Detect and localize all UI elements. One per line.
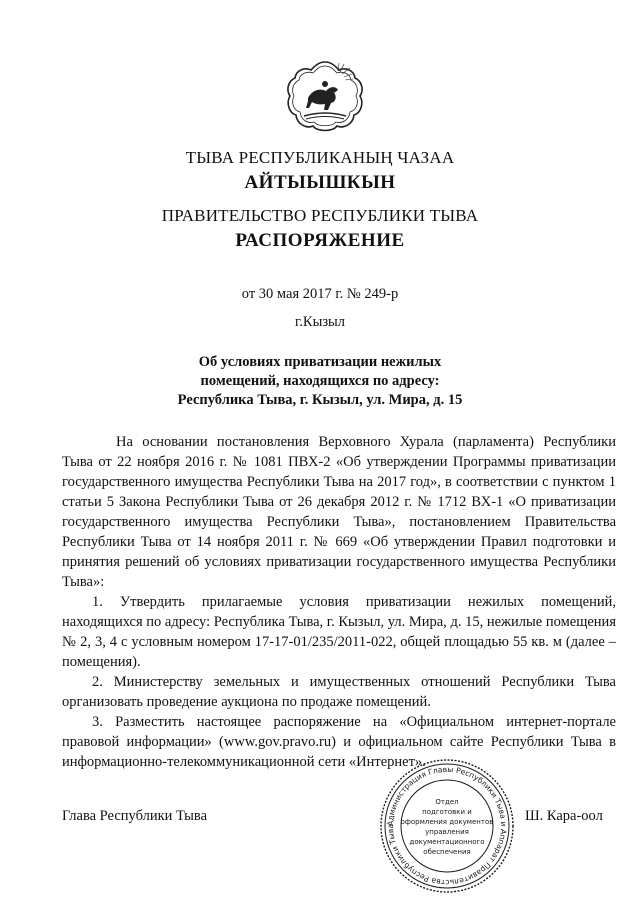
document-body xyxy=(62,432,616,772)
document-city: г.Кызыл xyxy=(294,314,346,330)
header-ru-government: ПРАВИТЕЛЬСТВО РЕСПУБЛИКИ ТЫВА xyxy=(161,206,479,225)
signature-name: Ш. Кара-оол xyxy=(525,808,603,824)
header-ru-document-type: РАСПОРЯЖЕНИЕ xyxy=(235,230,405,251)
signature-position: Глава Республики Тыва xyxy=(62,808,208,824)
stamp-center-line: документационного xyxy=(409,838,485,846)
stamp-center-line: обеспечения xyxy=(423,848,471,856)
stamp-ring-text: Администрация Главы Республики Тыва и Аппарат Правительства Республики Тыва xyxy=(385,764,509,888)
subject-line-1: Об условиях приватизации нежилых xyxy=(198,354,442,370)
stamp-center-line: Отдел xyxy=(435,798,459,806)
body-paragraph-3: 3. Разместить настоящее распоряжение на «Официальном интернет-портале правовой информации» (www.gov.pravo.ru) и официальном сайте Республики Тыва в информационно-телекоммуникационной сети «Интернет». xyxy=(62,714,616,770)
document-date-number: от 30 мая 2017 г. № 249-р xyxy=(241,286,399,302)
stamp-center-line: управления xyxy=(425,828,469,836)
subject-line-3: Республика Тыва, г. Кызыл, ул. Мира, д. 15 xyxy=(177,392,463,408)
subject-line-2: помещений, находящихся по адресу: xyxy=(200,373,440,389)
body-paragraph-2: 2. Министерству земельных и имущественных отношений Республики Тыва организовать проведение аукциона по продаже помещений. xyxy=(62,674,616,710)
body-paragraph-preamble: На основании постановления Верховного Хурала (парламента) Республики Тыва от 22 ноября 2016 г. № 1081 ПВХ-2 «Об утверждении Программы приватизации государственного имущества Республики Тыва на 2017 год», в соответствии с пунктом 1 статьи 5 Закона Республики Тыва от 26 декабря 2012 г. № 1712 ВХ-1 «О приватизации государственного имущества Республики Тыва», постановлением Правительства Республики Тыва от 14 ноября 2011 г. № 669 «Об утверждении Правил подготовки и принятия решений об условиях приватизации государственного имущества Республики Тыва»: xyxy=(62,434,616,590)
official-stamp-icon xyxy=(378,757,516,895)
tuva-coat-of-arms-icon xyxy=(284,58,366,138)
body-paragraph-1: 1. Утвердить прилагаемые условия приватизации нежилых помещений, находящихся по адресу: Республика Тыва, г. Кызыл, ул. Мира, д. 15, нежилые помещения № 2, 3, 4 с условным номером 17-17-01/235/2011-022, общей площадью 55 кв. м (далее – помещения). xyxy=(62,594,616,670)
stamp-center-line: оформления документов xyxy=(400,818,494,826)
stamp-center-line: подготовки и xyxy=(422,808,472,816)
header-tyva-government: ТЫВА РЕСПУБЛИКАНЫҢ ЧАЗАА xyxy=(185,148,455,167)
header-tyva-document-type: АЙТЫЫШКЫН xyxy=(244,172,396,193)
